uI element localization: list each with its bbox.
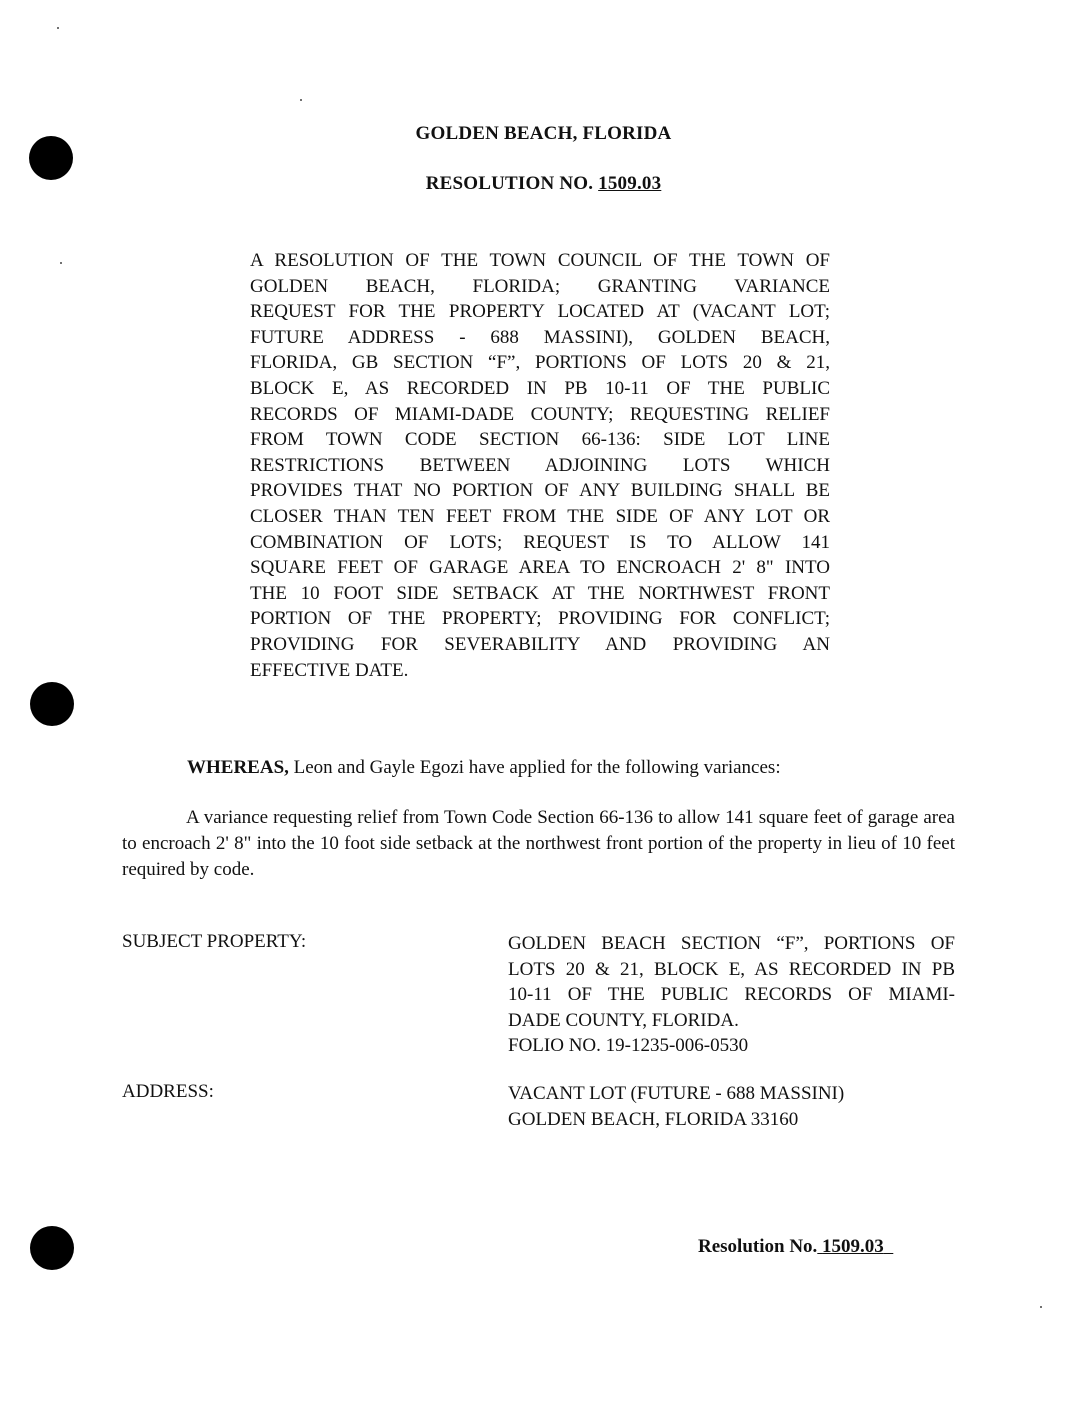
abstract-line: A RESOLUTION OF THE TOWN COUNCIL OF THE TOWN OF bbox=[250, 250, 830, 271]
abstract-line: COMBINATION OF LOTS; REQUEST IS TO ALLOW 141 bbox=[250, 531, 830, 553]
subject-property-line: GOLDEN BEACH SECTION “F”, PORTIONS OF bbox=[508, 933, 955, 954]
abstract-line: BLOCK E, AS RECORDED IN PB 10-11 OF THE PUBLIC bbox=[250, 377, 830, 399]
abstract-line: EFFECTIVE DATE. bbox=[250, 659, 409, 681]
whereas-lead: WHEREAS, bbox=[187, 757, 289, 778]
town-title: GOLDEN BEACH, FLORIDA bbox=[415, 123, 672, 144]
abstract-line: PROVIDES THAT NO PORTION OF ANY BUILDING SHALL BE bbox=[250, 480, 830, 502]
abstract-line: PROVIDING FOR SEVERABILITY AND PROVIDING AN bbox=[250, 633, 830, 655]
variance-text: A variance requesting relief from Town Code Section 66-136 to allow 141 square feet of garage area to encroach 2' 8" into the 10 foot side setback at the northwest front portion of the property in lieu of 10 feet required by code. bbox=[122, 807, 955, 880]
subject-property-line: LOTS 20 & 21, BLOCK E, AS RECORDED IN PB bbox=[508, 958, 955, 980]
subject-property-line: DADE COUNTY, FLORIDA. bbox=[508, 1009, 739, 1031]
address-label: ADDRESS: bbox=[122, 1081, 214, 1102]
variance-paragraph bbox=[122, 805, 955, 883]
footer-number-value: 1509.03 bbox=[822, 1236, 884, 1257]
subject-property-label: SUBJECT PROPERTY: bbox=[122, 931, 307, 952]
address-value bbox=[508, 1081, 955, 1132]
abstract-line: FROM TOWN CODE SECTION 66-136: SIDE LOT LINE bbox=[250, 429, 830, 451]
subject-property-value bbox=[508, 931, 955, 1059]
whereas-text: Leon and Gayle Egozi have applied for the following variances: bbox=[288, 757, 781, 778]
scan-speck bbox=[57, 27, 59, 29]
resolution-abstract bbox=[250, 248, 830, 683]
abstract-line: CLOSER THAN TEN FEET FROM THE SIDE OF ANY LOT OR bbox=[250, 505, 830, 527]
resolution-label: RESOLUTION NO. bbox=[425, 173, 594, 194]
folio-number: FOLIO NO. 19-1235-006-0530 bbox=[508, 1035, 749, 1057]
abstract-line: GOLDEN BEACH, FLORIDA; GRANTING VARIANCE bbox=[250, 275, 830, 297]
footer-number bbox=[817, 1236, 893, 1257]
punch-hole-middle bbox=[30, 682, 74, 726]
resolution-heading bbox=[0, 173, 1087, 195]
whereas-clause bbox=[187, 757, 967, 779]
abstract-line: RESTRICTIONS BETWEEN ADJOINING LOTS WHICH bbox=[250, 454, 830, 476]
abstract-line: PORTION OF THE PROPERTY; PROVIDING FOR CONFLICT; bbox=[250, 608, 830, 630]
address-line: GOLDEN BEACH, FLORIDA 33160 bbox=[508, 1108, 799, 1130]
abstract-line: FUTURE ADDRESS - 688 MASSINI), GOLDEN BEACH, bbox=[250, 326, 830, 348]
abstract-line: FLORIDA, GB SECTION “F”, PORTIONS OF LOTS 20 & 21, bbox=[250, 352, 830, 374]
scan-speck bbox=[300, 99, 302, 101]
footer-label: Resolution No. bbox=[698, 1236, 818, 1257]
scan-speck bbox=[60, 262, 62, 264]
subject-property-line: 10-11 OF THE PUBLIC RECORDS OF MIAMI- bbox=[508, 984, 955, 1006]
abstract-line: REQUEST FOR THE PROPERTY LOCATED AT (VACANT LOT; bbox=[250, 301, 830, 323]
footer-resolution-number bbox=[698, 1236, 893, 1258]
abstract-line: SQUARE FEET OF GARAGE AREA TO ENCROACH 2' 8" INTO bbox=[250, 557, 830, 579]
abstract-line: THE 10 FOOT SIDE SETBACK AT THE NORTHWEST FRONT bbox=[250, 582, 830, 604]
scan-speck bbox=[1040, 1306, 1042, 1308]
address-line: VACANT LOT (FUTURE - 688 MASSINI) bbox=[508, 1083, 845, 1104]
abstract-line: RECORDS OF MIAMI-DADE COUNTY; REQUESTING RELIEF bbox=[250, 403, 830, 425]
resolution-number: 1509.03 bbox=[598, 173, 662, 194]
punch-hole-bottom bbox=[30, 1226, 74, 1270]
